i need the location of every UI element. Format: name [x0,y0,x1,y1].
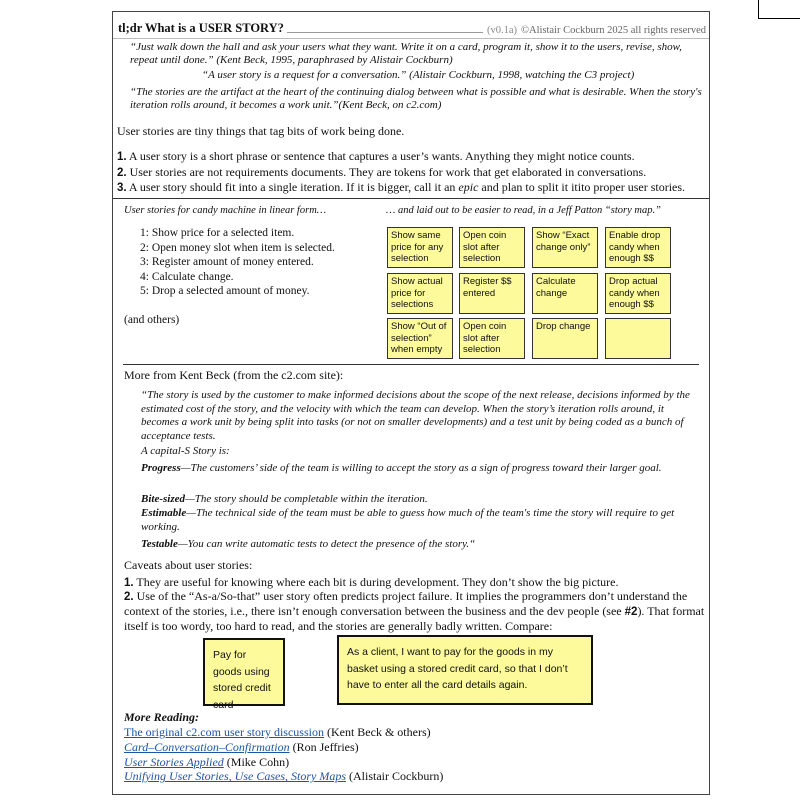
quote-cockburn-1998: “A user story is a request for a conversation.” (Alistair Cockburn, 1998, watching the C3 project) [202,69,635,81]
trait-estimable: Estimable—The technical side of the team must be able to guess how much of the team's time the story will require to get working. [141,507,675,533]
reading-item: User Stories Applied (Mike Cohn) [124,754,290,769]
as-a-so-that-card: As a client, I want to pay for the goods in my basket using a stored credit card, so that I don’t have to enter all the card details again. [337,635,593,705]
story-card: Register $$ entered [459,273,525,314]
link-user-stories-applied[interactable]: User Stories Applied [124,754,224,769]
story-map-label: … and laid out to be easier to read, in a Jeff Patton “story map.” [386,205,661,216]
key-point: 2. User stories are not requirements documents. They are tokens for work that get elaborated in conversations. [117,164,647,179]
section-divider [113,198,709,199]
document-page [112,11,710,795]
story-card: Show “Out of selection” when empty [387,318,453,359]
document-title: tl;dr What is a USER STORY? [118,21,284,35]
and-others-note: (and others) [124,314,180,326]
list-item: 5: Drop a selected amount of money. [140,285,310,298]
trait-bite-sized: Bite-sized—The story should be completable within the iteration. [141,493,428,505]
list-item: 2: Open money slot when item is selected. [140,241,335,254]
version-label: (v0.1a) [486,25,518,36]
title-rule [287,32,483,33]
copyright-label: ©Alistair Cockburn 2025 all rights reserved [521,25,706,36]
section-divider [123,364,699,365]
capital-story-heading: A capital-S Story is: [141,445,230,457]
story-card-empty [605,318,671,359]
reading-item: Unifying User Stories, Use Cases, Story Maps (Alistair Cockburn) [124,769,444,784]
linear-form-label: User stories for candy machine in linear form… [124,205,327,216]
story-card: Show actual price for selections [387,273,453,314]
list-item: 3: Register amount of money entered. [140,256,314,269]
caveats-heading: Caveats about user stories: [124,558,253,572]
story-card: Open coin slot after selection [459,227,525,268]
story-card: Open coin slot after selection [459,318,525,359]
list-item: 4: Calculate change. [140,270,234,283]
story-card: Enable drop candy when enough $$ [605,227,671,268]
link-c2-user-story[interactable]: The original c2.com user story discussion [124,725,324,739]
reading-list [124,725,443,784]
caveat-item: 2. Use of the “As-a/So-that” user story often predicts project failure. It implies the programmers don’t understand the context of the stories, i.e., there isn’t enough conversation between the business and the dev people (see #2). That format itself is too wordy, too hard to read, and the stories are generally badly written. Compare: [124,589,705,633]
reading-item: Card–Conversation–Confirmation (Ron Jeffries) [124,739,359,754]
document-header [118,16,706,36]
link-unifying-user-stories[interactable]: Unifying User Stories, Use Cases, Story Maps [124,769,346,784]
quote-kent-beck-c2: “The stories are the artifact at the heart of the continuing dialog between what is possible and what is desirable. When the story's iteration rolls around, it becomes a work unit.”(Kent Beck, on c2.com) [130,86,702,111]
header-divider [113,38,709,39]
trait-testable: Testable—You can write automatic tests to detect the presence of the story.“ [141,538,476,550]
link-card-conversation-confirmation[interactable]: Card–Conversation–Confirmation [124,739,290,754]
kent-beck-heading: More from Kent Beck (from the c2.com site): [124,368,344,382]
header-meta [487,25,706,36]
quote-kent-beck-1995: “Just walk down the hall and ask your users what they want. Write it on a card, program it, show it to the users, revise, show, repeat until done.” (Kent Beck, 1995, paraphrased by Alistair Cockburn) [130,41,682,66]
short-story-card: Pay for goods using stored credit card [203,638,285,706]
key-points [117,149,707,196]
linear-story-list [140,226,335,299]
list-item: 1: Show price for a selected item. [140,227,295,239]
story-card: Show same price for any selection [387,227,453,268]
key-point: 1. A user story is a short phrase or sentence that captures a user’s wants. Anything they might notice counts. [117,149,635,163]
key-point: 3. A user story should fit into a single iteration. If it is bigger, call it an epic and plan to split it itito proper user stories. [117,180,686,194]
story-card: Show “Exact change only” [532,227,598,268]
story-card: Calculate change [532,273,598,314]
caveat-item: 1. They are useful for knowing where each bit is during development. They don’t show the big picture. [124,575,619,589]
more-reading-heading: More Reading: [124,710,199,724]
trait-progress: Progress—The customers’ side of the team is willing to accept the story as a sign of progress toward their larger goal. [141,462,662,474]
corner-tab [758,0,800,19]
story-card: Drop change [532,318,598,359]
kent-beck-quote: “The story is used by the customer to make informed decisions about the scope of the next release, decisions informed by the estimated cost of the story, and the velocity with which the team can develop. When the story’s iteration rolls around, it becomes a work unit by being split into tasks (or not on smaller developments) and a test unit by being coded as a bunch of acceptance tests. [141,389,690,442]
reading-item: The original c2.com user story discussion (Kent Beck & others) [124,725,431,739]
story-card: Drop actual candy when enough $$ [605,273,671,314]
intro-text: User stories are tiny things that tag bits of work being done. [117,124,405,138]
